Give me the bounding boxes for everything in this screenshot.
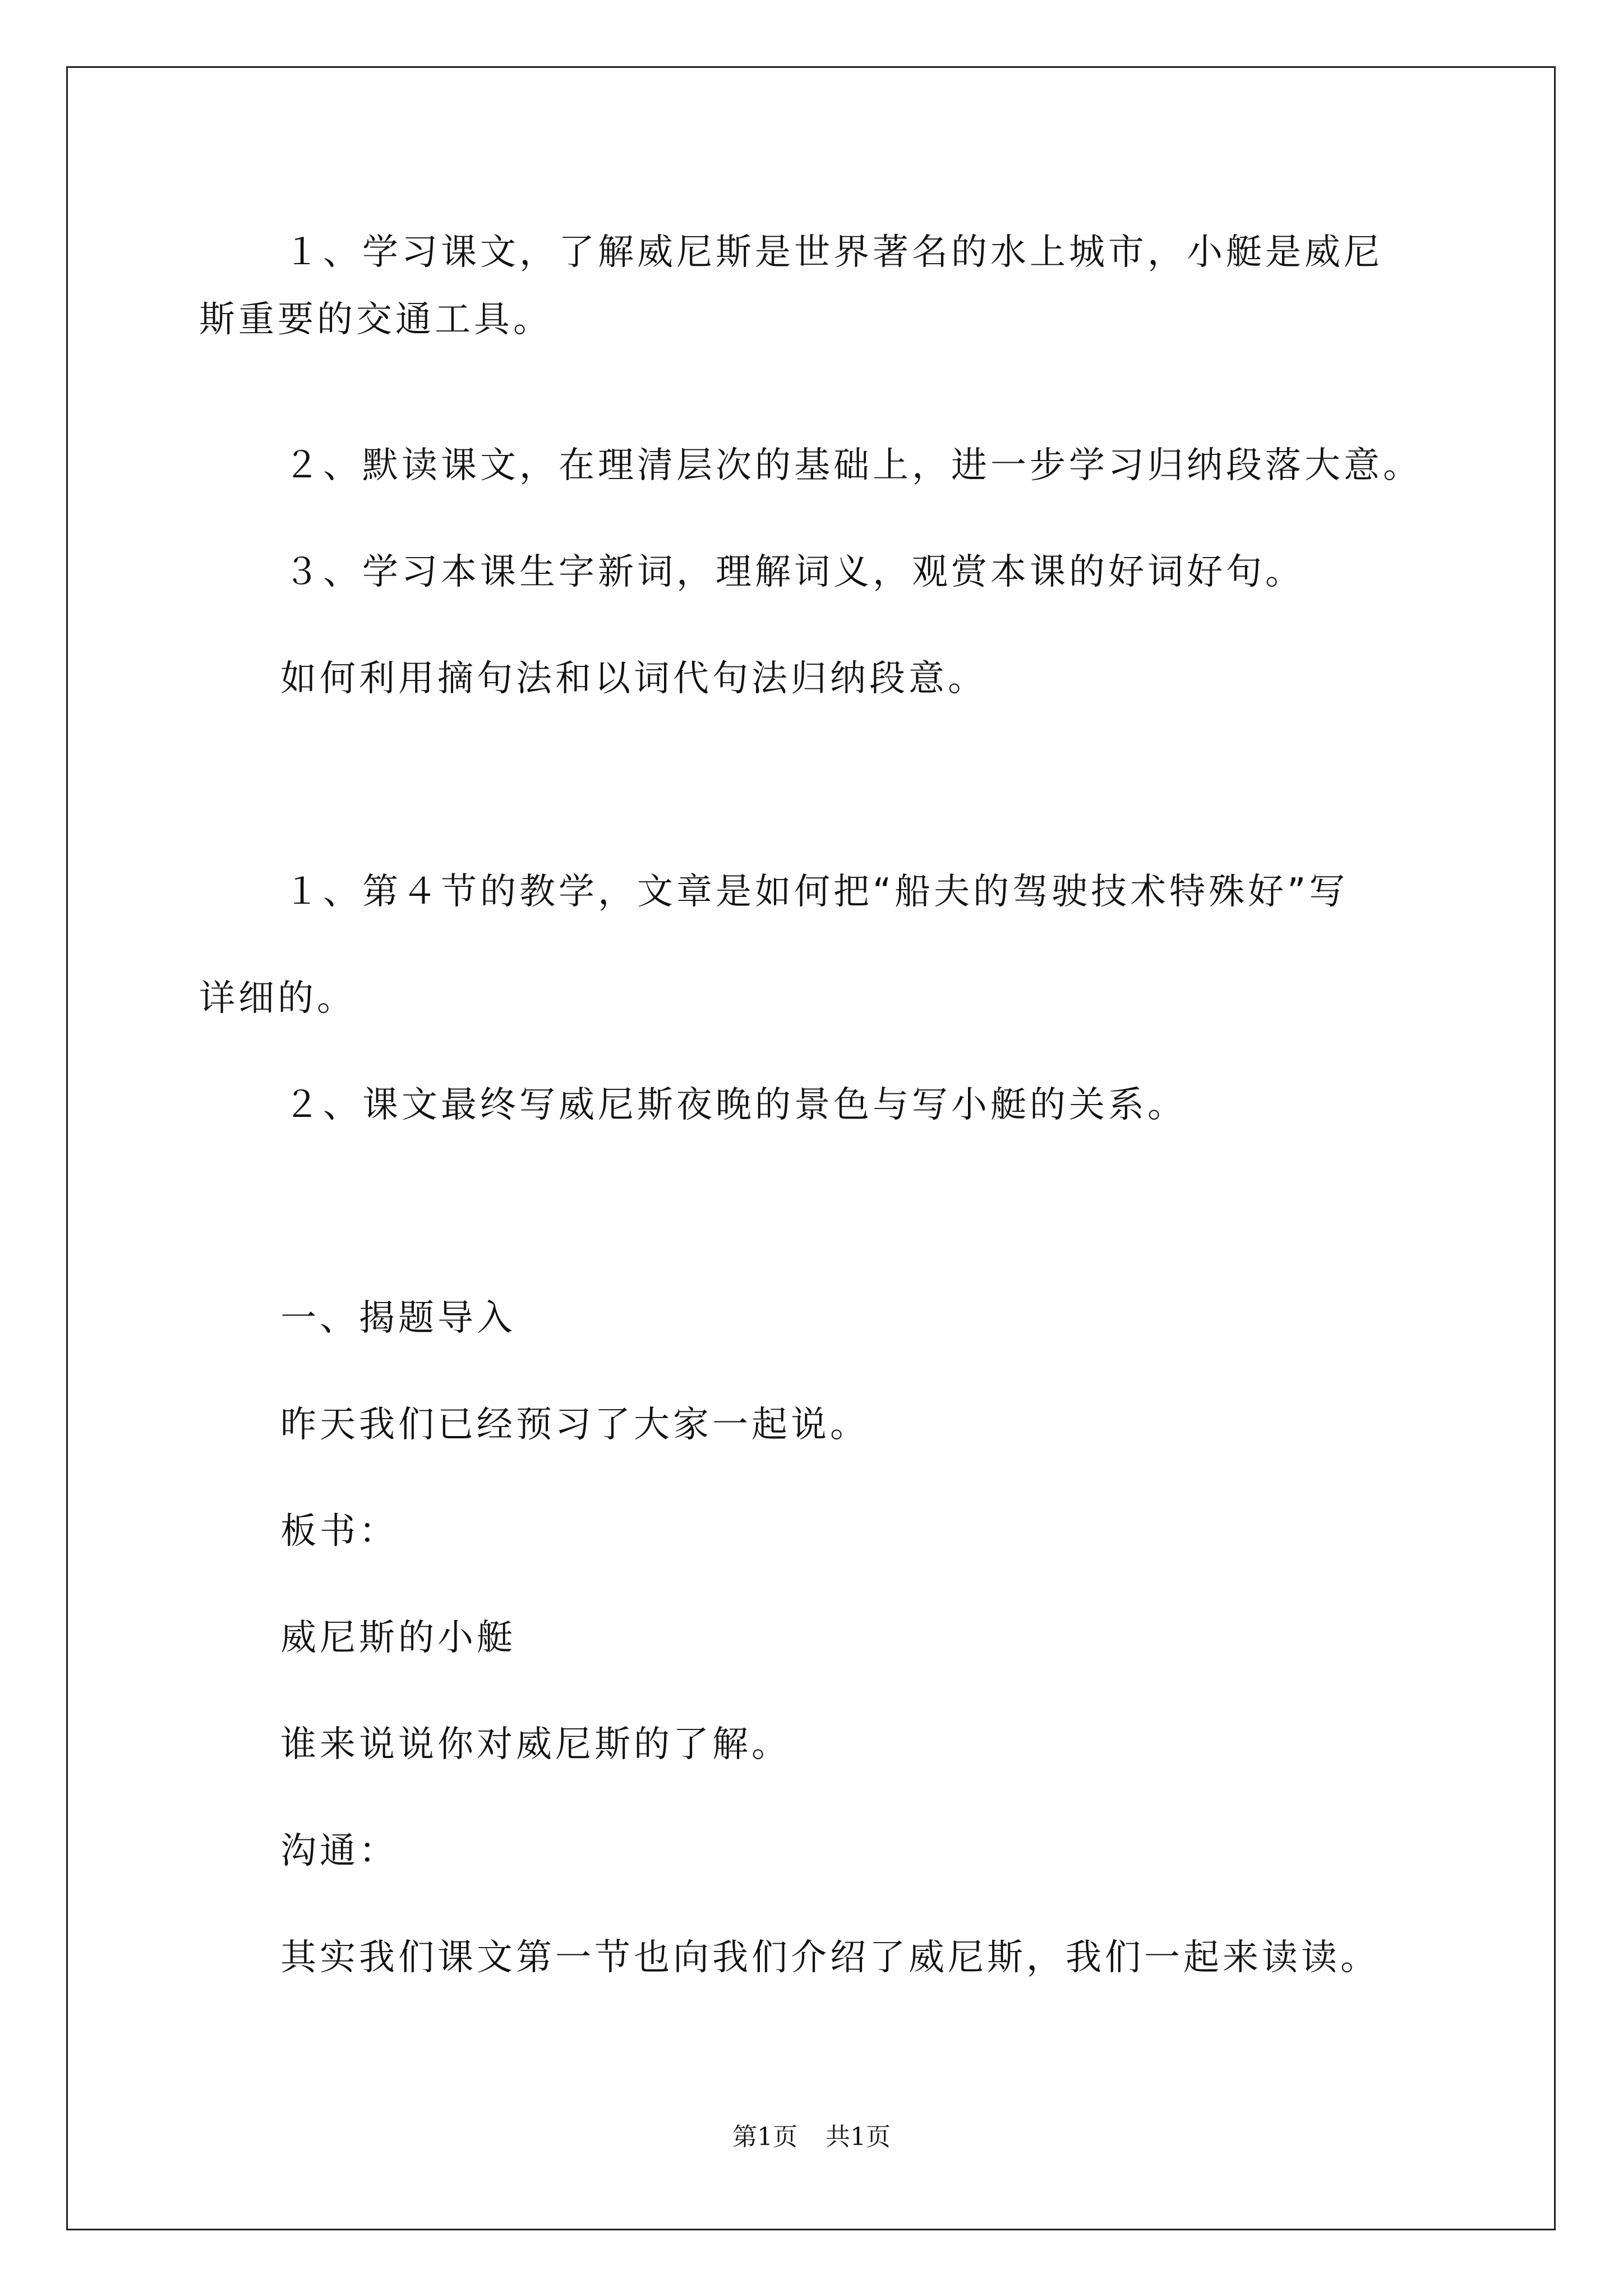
objective-1-line-1: １、学习课文，了解威尼斯是世界著名的水上城市，小艇是威尼 <box>284 232 1383 273</box>
objective-3: ３、学习本课生字新词，理解词义，观赏本课的好词好句。 <box>284 551 1304 593</box>
page-total: 共1页 <box>826 2123 891 2151</box>
communicate-label: 沟通： <box>280 1830 398 1872</box>
blackboard-label: 板书： <box>280 1511 398 1552</box>
difficulty-1-line-1: １、第４节的教学，文章是如何把“船夫的驾驶技术特殊好”写 <box>284 871 1349 913</box>
difficulty-1-line-2: 详细的。 <box>199 978 356 1019</box>
page-footer <box>0 2120 1623 2154</box>
objective-2: ２、默读课文，在理清层次的基础上，进一步学习归纳段落大意。 <box>284 445 1422 486</box>
page-border <box>66 66 1556 2230</box>
objective-1-line-2: 斯重要的交通工具。 <box>199 299 552 341</box>
lesson-title: 威尼斯的小艇 <box>280 1617 516 1659</box>
section-heading: 一、揭题导入 <box>280 1297 516 1339</box>
question-text: 谁来说说你对威尼斯的了解。 <box>280 1724 791 1765</box>
page-number: 第1页 <box>732 2123 797 2151</box>
key-point: 如何利用摘句法和以词代句法归纳段意。 <box>280 658 987 700</box>
intro-text: 昨天我们已经预习了大家一起说。 <box>280 1404 869 1446</box>
difficulty-2: ２、课文最终写威尼斯夜晚的景色与写小艇的关系。 <box>284 1084 1187 1126</box>
reading-prompt: 其实我们课文第一节也向我们介绍了威尼斯，我们一起来读读。 <box>280 1937 1380 1978</box>
